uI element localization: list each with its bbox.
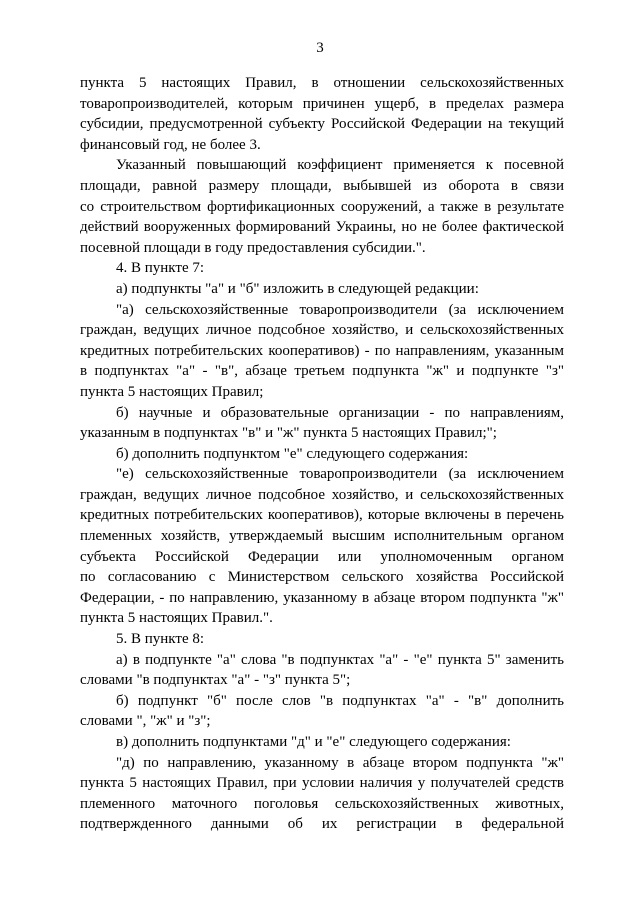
text-line: кредитных потребительских кооперативов) - по направлениям, указанным <box>80 342 564 359</box>
text-line: площади, равной размеру площади, выбывшей из оборота в связи <box>80 177 564 194</box>
text-line: указанным в подпунктах "в" и "ж" пункта 5 настоящих Правил;"; <box>80 425 497 442</box>
text-line: 4. В пункте 7: <box>116 260 205 277</box>
text-line: посевной площади в году предоставления субсидии.". <box>80 239 426 256</box>
text-line: а) подпункты "а" и "б" изложить в следующей редакции: <box>116 280 479 297</box>
text-line: б) научные и образовательные организации - по направлениям, <box>116 404 564 421</box>
text-line: пункта 5 настоящих Правил.". <box>80 610 273 627</box>
text-line: 5. В пункте 8: <box>116 631 205 648</box>
text-line: Федерации, - по направлению, указанному в абзаце втором подпункта "ж" <box>80 589 564 606</box>
text-line: в подпунктах "а" - "в", абзаце третьем подпункта "ж" и подпункте "з" <box>80 363 564 380</box>
text-line: племенных хозяйств, утверждаемый высшим исполнительным органом <box>80 528 564 545</box>
text-line: а) в подпункте "а" слова "в подпунктах "а" - "е" пункта 5" заменить <box>116 651 564 668</box>
page-number: 3 <box>316 40 324 56</box>
text-line: по согласованию с Министерством сельского хозяйства Российской <box>80 569 564 586</box>
text-line: "д) по направлению, указанному в абзаце втором подпункта "ж" <box>116 754 564 771</box>
text-line: субъекта Российской Федерации или уполномоченным органом <box>80 548 564 565</box>
text-line: словами ", "ж" и "з"; <box>80 713 211 730</box>
text-line: "а) сельскохозяйственные товаропроизводители (за исключением <box>116 301 564 318</box>
text-line: пункта 5 настоящих Правил, в отношении сельскохозяйственных <box>80 75 564 91</box>
text-line: финансовый год, не более 3. <box>80 136 261 153</box>
text-line: в) дополнить подпунктами "д" и "е" следующего содержания: <box>116 734 511 750</box>
text-line: кредитных потребительских кооперативов), которые включены в перечень <box>80 507 564 524</box>
text-line: б) подпункт "б" после слов "в подпунктах "а" - "в" дополнить <box>116 692 564 709</box>
text-line: подтвержденного данными об их регистрации в федеральной <box>80 816 564 833</box>
text-line: пункта 5 настоящих Правил, при условии наличия у получателей средств <box>80 775 564 792</box>
text-line: субсидии, предусмотренной субъекту Российской Федерации на текущий <box>80 116 564 133</box>
text-line: племенного маточного поголовья сельскохозяйственных животных, <box>80 795 564 812</box>
document-body <box>80 73 564 835</box>
text-line: "е) сельскохозяйственные товаропроизводители (за исключением <box>116 466 564 483</box>
text-line: граждан, ведущих личное подсобное хозяйство, и сельскохозяйственных <box>80 486 564 503</box>
text-line: пункта 5 настоящих Правил; <box>80 383 264 400</box>
text-line: действий вооруженных формирований Украины, но не более фактической <box>80 219 564 236</box>
text-line: товаропроизводителей, которым причинен ущерб, в пределах размера <box>80 95 564 112</box>
text-line: со строительством фортификационных сооружений, а также в результате <box>80 198 564 215</box>
text-line: граждан, ведущих личное подсобное хозяйство, и сельскохозяйственных <box>80 322 564 339</box>
text-line: б) дополнить подпунктом "е" следующего содержания: <box>116 445 469 462</box>
text-line: Указанный повышающий коэффициент применяется к посевной <box>116 157 564 174</box>
text-line: словами "в подпунктах "а" - "з" пункта 5"; <box>80 672 351 689</box>
